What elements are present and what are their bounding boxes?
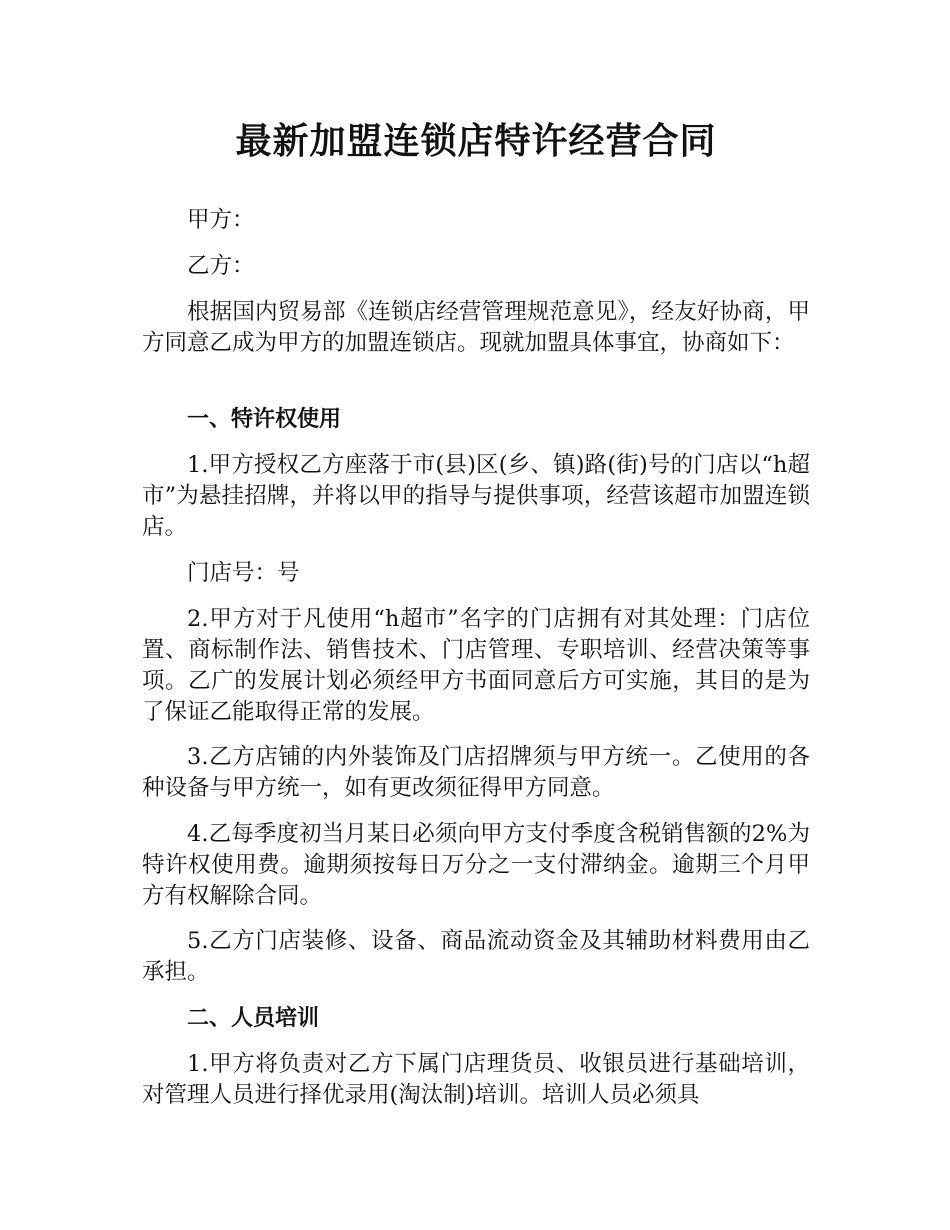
store-number-line: 门店号：号 bbox=[187, 560, 300, 586]
clause-1-3: 3.乙方店铺的内外装饰及门店招牌须与甲方统一。乙使用的各种设备与甲方统一，如有更改须征得甲方同意。 bbox=[142, 744, 810, 801]
clause-2-1: 1.甲方将负责对乙方下属门店理货员、收银员进行基础培训，对管理人员进行择优录用(淘汰制)培训。培训人员必须具 bbox=[142, 1051, 810, 1108]
party-a-line: 甲方： bbox=[187, 207, 255, 233]
clause-1-5: 5.乙方门店装修、设备、商品流动资金及其辅助材料费用由乙承担。 bbox=[142, 928, 810, 985]
clause-1-2: 2.甲方对于凡使用“h超市”名字的门店拥有对其处理：门店位置、商标制作法、销售技术、门店管理、专职培训、经营决策等事项。乙广的发展计划必须经甲方书面同意后方可实施，其目的是为了保证乙能取得正常的发展。 bbox=[142, 606, 810, 725]
clause-1-4: 4.乙每季度初当月某日必须向甲方支付季度含税销售额的2%为特许权使用费。逾期须按每日万分之一支付滞纳金。逾期三个月甲方有权解除合同。 bbox=[142, 821, 810, 909]
section-heading-franchise-rights: 一、特许权使用 bbox=[187, 407, 342, 432]
clause-1-1: 1.甲方授权乙方座落于市(县)区(乡、镇)路(街)号的门店以“h超市”为悬挂招牌，并将以甲的指导与提供事项，经营该超市加盟连锁店。 bbox=[142, 452, 810, 540]
section-heading-staff-training: 二、人员培训 bbox=[187, 1006, 320, 1031]
intro-paragraph: 根据国内贸易部《连锁店经营管理规范意见》，经友好协商，甲方同意乙成为甲方的加盟连锁店。现就加盟具体事宜，协商如下： bbox=[142, 299, 810, 356]
document-title: 最新加盟连锁店特许经营合同 bbox=[235, 121, 717, 162]
party-b-line: 乙方： bbox=[187, 253, 255, 279]
